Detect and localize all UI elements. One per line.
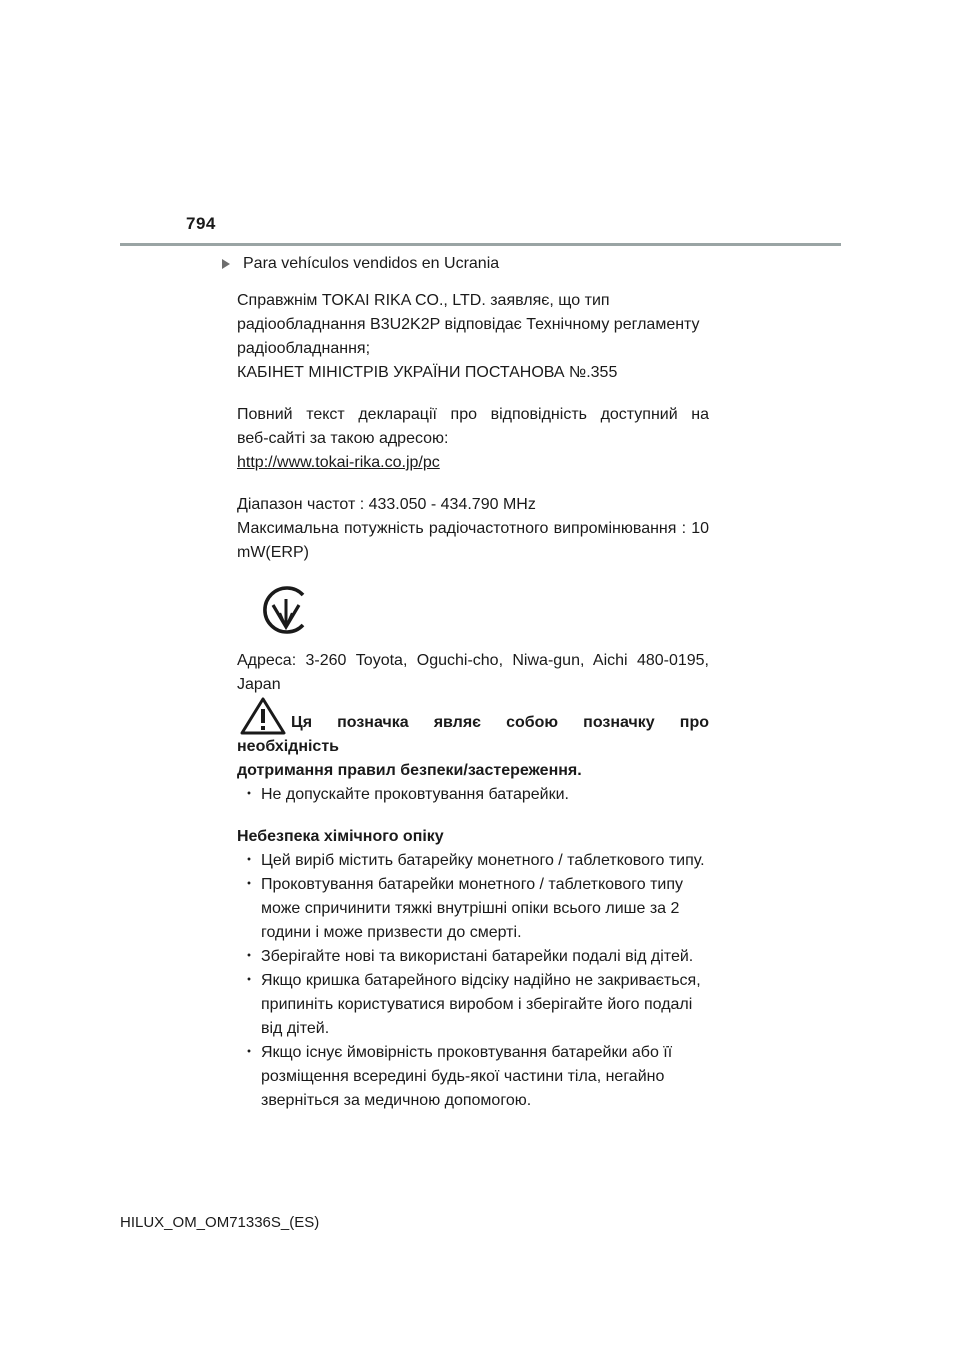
warning-title-line: Ця позначка являє собою позначку про необхідність (237, 714, 709, 755)
hazard-bullet (237, 873, 709, 945)
ukrainian-conformity-mark-icon (259, 583, 313, 637)
bullet-mark: ・ (241, 852, 258, 869)
footer-document-code: HILUX_OM_OM71336S_(ES) (120, 1214, 320, 1231)
declaration-url-link[interactable]: http://www.tokai-rika.co.jp/pc (237, 454, 440, 471)
hazard-title: Небезпека хімічного опіку (237, 828, 444, 845)
bullet-mark: ・ (241, 786, 258, 803)
warning-title-line: дотримання правил безпеки/застереження. (237, 762, 582, 779)
section-heading (222, 255, 499, 273)
hazard-bullet-text: Зберігайте нові та використані батарейки подалі від дітей. (261, 948, 694, 965)
declaration-line: КАБІНЕТ МІНІСТРІВ УКРАЇНИ ПОСТАНОВА №.355 (237, 364, 618, 381)
bullet-mark: ・ (241, 876, 258, 893)
hazard-bullet (237, 849, 709, 873)
page-number: 794 (186, 214, 216, 233)
header-rule (120, 243, 841, 246)
declaration-line: Справжнім TOKAI RIKA CO., LTD. заявляє, що тип (237, 292, 610, 309)
declaration-line: радіообладнання B3U2K2P відповідає Технічному регламенту (237, 316, 700, 333)
triangle-right-icon (222, 259, 230, 269)
hazard-bullet-text: Цей виріб містить батарейку монетного / таблеткового типу. (261, 852, 705, 869)
spacer (237, 807, 709, 825)
hazard-bullet-text: Проковтування батарейки монетного / таблеткового типу може спричинити тяжкі внутрішні опіки всього лише за 2 години і може призвести до смерті. (261, 876, 683, 941)
spacer (237, 385, 709, 403)
declaration-line: радіообладнання; (237, 340, 371, 357)
warning-bullet-text: Не допускайте проковтування батарейки. (261, 786, 569, 803)
frequency-range: Діапазон частот : 433.050 - 434.790 MHz (237, 496, 536, 513)
address-line: Japan (237, 676, 281, 693)
max-power: Максимальна потужність радіочастотного випромінювання : 10 (237, 520, 709, 537)
fulltext-line: веб-сайті за такою адресою: (237, 430, 449, 447)
hazard-bullet (237, 945, 709, 969)
fulltext-line: Повний текст декларації про відповідність доступний на (237, 406, 709, 423)
hazard-bullet-text: Якщо існує ймовірність проковтування батарейки або її розміщення всередині будь-якої частини тіла, негайно зверніться за медичною допомогою. (261, 1044, 673, 1109)
address-line: Адреса: 3-260 Toyota, Oguchi-cho, Niwa-gun, Aichi 480-0195, (237, 652, 709, 669)
hazard-bullet-text: Якщо кришка батарейного відсіку надійно не закривається, припиніть користуватися виробом і зберігайте його подалі від дітей. (261, 972, 701, 1037)
spacer (237, 475, 709, 493)
bullet-mark: ・ (241, 1044, 258, 1061)
warning-triangle-icon (239, 697, 287, 735)
main-content (237, 289, 709, 1113)
warning-bullet (237, 783, 709, 807)
max-power-unit: mW(ERP) (237, 544, 309, 561)
bullet-mark: ・ (241, 972, 258, 989)
section-title: Para vehículos vendidos en Ucrania (243, 255, 500, 272)
hazard-bullet (237, 1041, 709, 1113)
hazard-bullet (237, 969, 709, 1041)
bullet-mark: ・ (241, 948, 258, 965)
